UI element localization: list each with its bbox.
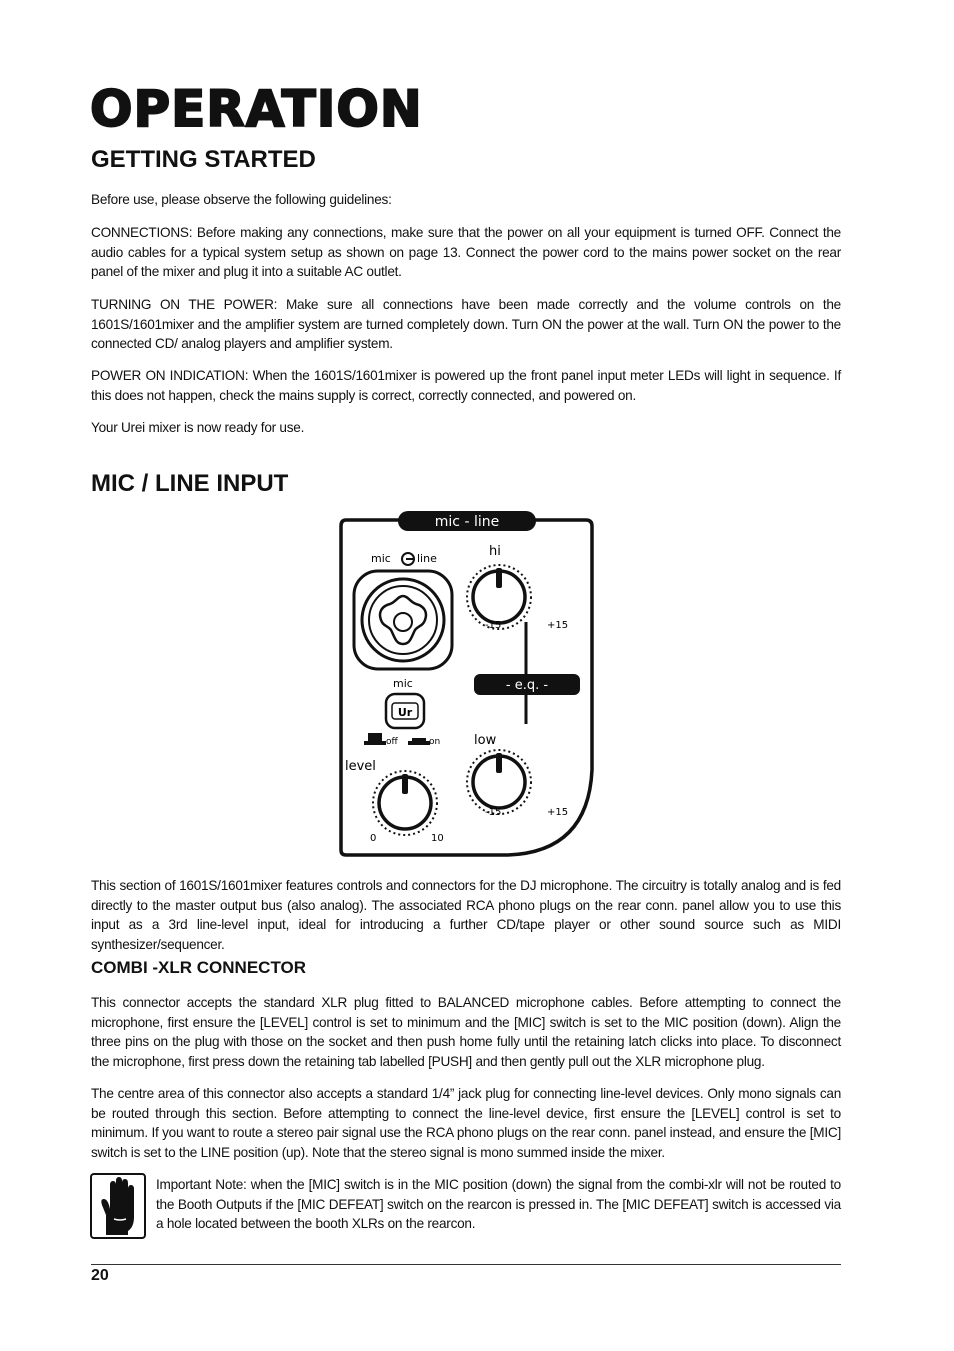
level-max-label: 10 <box>431 833 444 844</box>
switch-off-label: off <box>386 737 398 747</box>
jack-symbol-icon <box>402 553 414 565</box>
switch-on-icon <box>408 738 430 745</box>
mic-switch-label: mic <box>393 677 413 690</box>
low-min-label: -15 <box>485 807 502 818</box>
hi-min-label: -15 <box>485 620 502 631</box>
low-label: low <box>474 733 497 748</box>
combi-xlr-connector[interactable] <box>354 571 452 669</box>
ur-logo: Ur <box>397 706 413 719</box>
page-title: OPERATION <box>90 80 423 138</box>
combi-xlr-paragraph-1: This connector accepts the standard XLR plug fitted to BALANCED microphone cables. Before attempting to connect the microphone, first ensure the [LEVEL] control is set to minimum and the [MIC] switch is set to the MIC position (down). Align the three pins on the plug with those on the socket and then push home fully until the retaining latch clicks into place. To disconnect the microphone, first press down the retaining tab labelled [PUSH] and then gently pull out the XLR microphone plug. <box>91 995 841 1069</box>
hi-label: hi <box>489 544 501 559</box>
eq-label: - e.q. - <box>505 678 549 693</box>
switch-on-label: on <box>429 737 441 747</box>
hand-icon <box>90 1173 146 1239</box>
low-knob[interactable] <box>467 750 531 814</box>
ready-paragraph: Your Urei mixer is now ready for use. <box>91 420 305 435</box>
low-max-label: +15 <box>547 807 569 818</box>
footer-rule <box>91 1264 841 1265</box>
mic-line-paragraph: This section of 1601S/1601mixer features controls and connectors for the DJ microphone. The circuitry is totally analog and is fed directly to the master output bus (also analog). The associated RCA phono plugs on the rear conn. panel allow you to use this input as a 3rd line-level input, ideal for introducing a further CD/tape player or other sound source such as MIDI synthesizer/sequencer. <box>91 878 841 952</box>
power-indication-paragraph: POWER ON INDICATION: When the 1601S/1601mixer is powered up the front panel input meter LEDs will light in sequence. If this does not happen, check the mains supply is correct, correctly connected, and powered on. <box>91 368 841 403</box>
power-on-paragraph: TURNING ON THE POWER: Make sure all connections have been made correctly and the volume controls on the 1601S/1601mixer and the amplifier system are turned completely down. Turn ON the power at the wall. Turn ON the power to the connected CD/ analog players and amplifier system. <box>91 297 841 351</box>
hi-max-label: +15 <box>547 620 569 631</box>
level-label: level <box>345 759 376 774</box>
level-knob[interactable] <box>373 771 437 835</box>
guidelines-intro: Before use, please observe the following guidelines: <box>91 192 392 207</box>
connector-label-line: line <box>417 552 437 565</box>
important-note: Important Note: when the [MIC] switch is in the MIC position (down) the signal from the combi-xlr will not be routed to the Booth Outputs if the [MIC DEFEAT] switch on the rearcon is pressed in. The [MIC DEFEAT] switch is accessed via a hole located between the booth XLRs on the rearcon. <box>156 1177 841 1231</box>
level-min-label: 0 <box>370 833 377 844</box>
connections-paragraph: CONNECTIONS: Before making any connections, make sure that the power on all your equipment is turned OFF. Connect the audio cables for a typical system setup as shown on page 13. Connect the power cord to the mains power socket on the rear panel of the mixer and plug it into a suitable AC outlet. <box>91 225 841 279</box>
panel-header-label: mic - line <box>434 514 500 530</box>
combi-xlr-paragraph-2: The centre area of this connector also accepts a standard 1/4” jack plug for connecting line-level devices. Only mono signals can be routed through this section. Before attempting to connect the line-level device, first ensure the [LEVEL] control is set to minimum. If you want to route a stereo pair signal use the RCA phono plugs on the rear conn. panel instead, and ensure the [MIC] switch is set to the LINE position (up). Note that the stereo signal is mono summed inside the mixer. <box>91 1086 841 1160</box>
connector-label-mic: mic <box>371 552 391 565</box>
getting-started-heading: GETTING STARTED <box>91 146 316 173</box>
combi-xlr-heading: COMBI -XLR CONNECTOR <box>91 958 307 977</box>
mic-line-panel-diagram <box>338 510 596 860</box>
page-number: 20 <box>91 1267 109 1284</box>
switch-off-icon <box>364 733 386 745</box>
mic-line-heading: MIC / LINE INPUT <box>91 470 289 497</box>
